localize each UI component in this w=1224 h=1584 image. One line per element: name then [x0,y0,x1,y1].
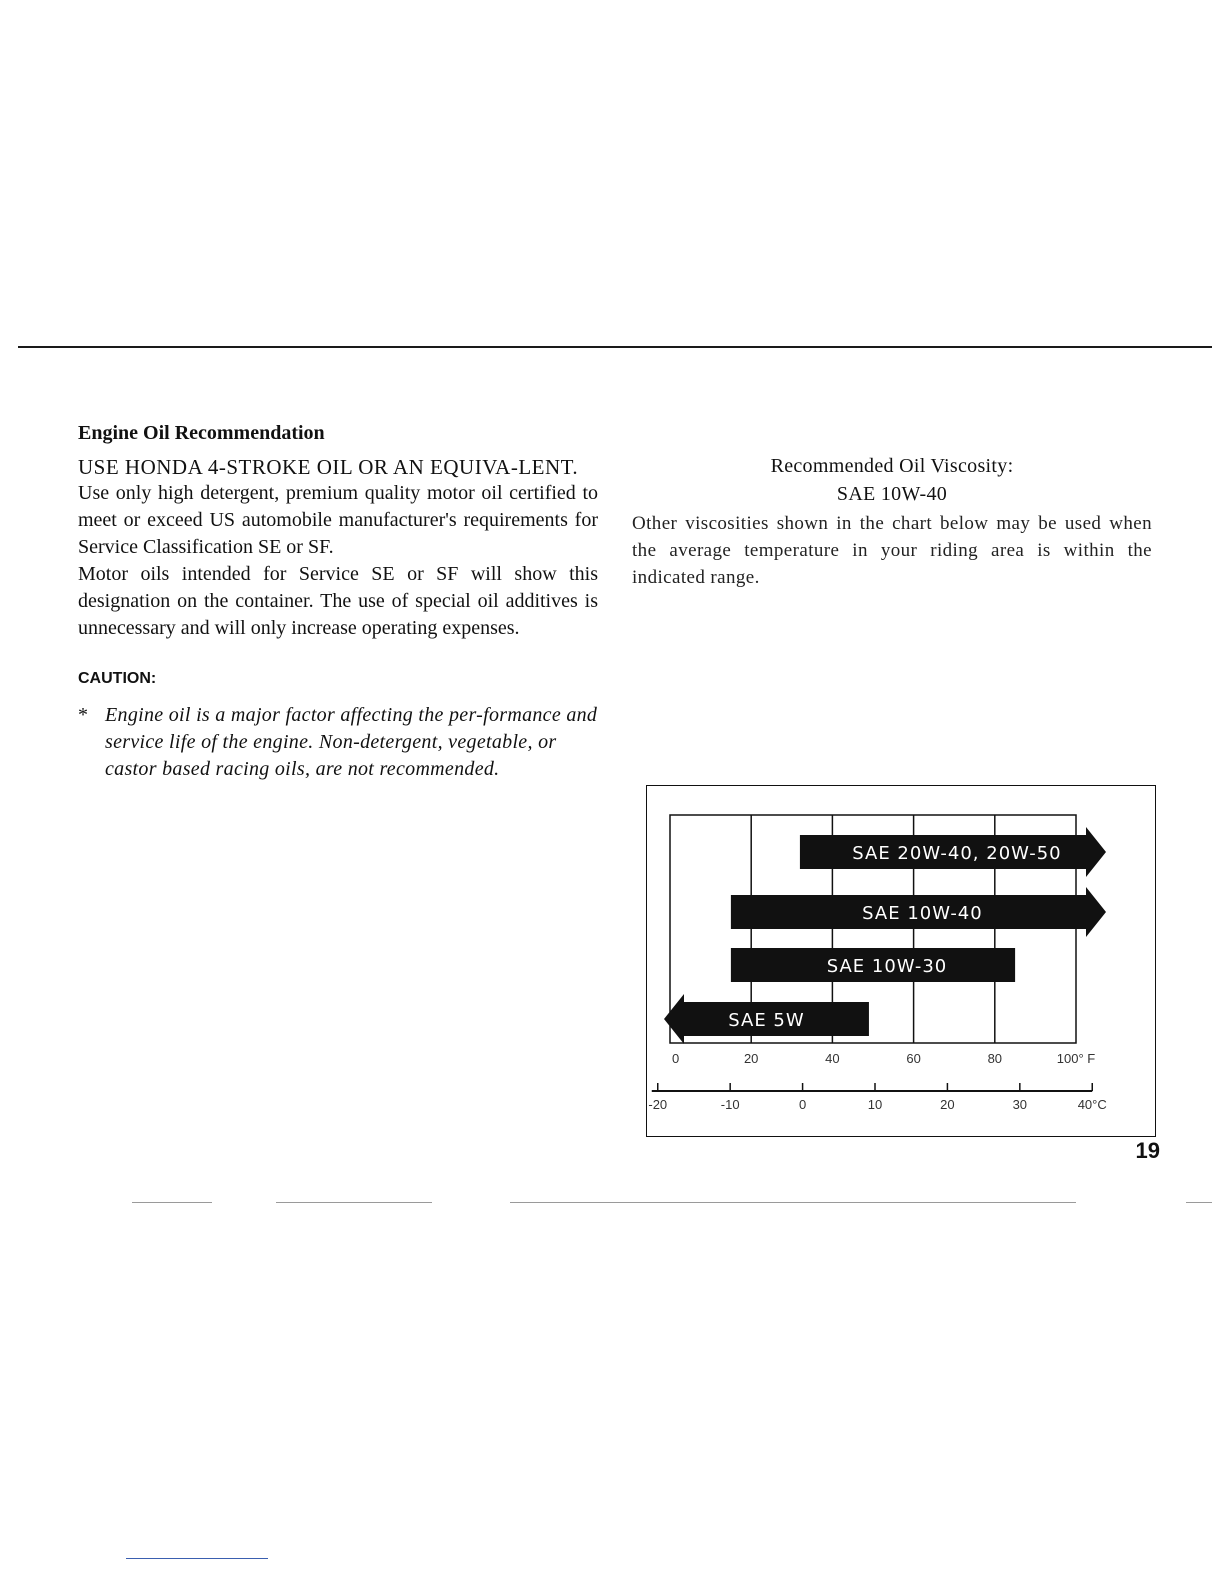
caution-label: CAUTION: [78,670,157,687]
lead-statement: USE HONDA 4-STROKE OIL OR AN EQUIVA-LENT. [78,455,579,479]
right-column [632,452,1152,591]
footer-rule-1 [132,1202,212,1203]
celsius-tick-label: 0 [798,1097,807,1112]
caution-text: Engine oil is a major factor affecting the per-formance and service life of the engine. Non-detergent, vegetable, or castor based racing oils, are not recommended. [105,704,598,780]
celsius-tick-label: 40°C [1077,1097,1107,1112]
left-column [78,422,598,783]
footer-rule-3 [510,1202,1076,1203]
viscosity-bar-label: SAE 20W-40, 20W-50 [852,843,1062,864]
viscosity-chart [646,785,1156,1137]
celsius-tick-label: 30 [1012,1097,1028,1112]
paragraph-requirements: Use only high detergent, premium quality motor oil certified to meet or exceed US automobile manufacturer's requirements for Service Classification SE or SF. [78,482,598,558]
viscosity-bar-label: SAE 5W [728,1010,805,1031]
caution-item [78,702,598,783]
viscosity-bar-label: SAE 10W-40 [862,903,983,924]
footer-rule-2 [276,1202,432,1203]
bullet-star: * [78,704,89,726]
fahrenheit-tick-label: 80 [987,1051,1003,1066]
celsius-tick-label: -20 [648,1097,668,1112]
celsius-tick-label: 20 [940,1097,955,1112]
footer-rule-4 [1186,1202,1212,1203]
fahrenheit-tick-label: 60 [906,1051,921,1066]
celsius-tick-label: -10 [720,1097,740,1112]
viscosity-note: Other viscosities shown in the chart below may be used when the average temperature in your riding area is within the indicated range. [632,513,1152,588]
paragraph-designation: Motor oils intended for Service SE or SF will show this designation on the container. The use of special oil additives is unnecessary and will only increase operating expenses. [78,563,598,639]
fahrenheit-tick-label: 40 [825,1051,840,1066]
celsius-tick-label: 10 [867,1097,883,1112]
fahrenheit-tick-label: 20 [743,1051,759,1066]
recommended-grade: SAE 10W-40 [836,483,948,505]
fahrenheit-tick-label: 100° F [1056,1051,1096,1066]
viscosity-title: Recommended Oil Viscosity: [770,455,1014,477]
section-heading: Engine Oil Recommendation [78,422,325,444]
viscosity-bar-label: SAE 10W-30 [826,956,948,977]
fahrenheit-tick-label: 0 [672,1051,680,1066]
page-number: 19 [1135,1138,1160,1163]
footer-blue-rule [126,1558,268,1559]
header-rule [18,346,1212,348]
